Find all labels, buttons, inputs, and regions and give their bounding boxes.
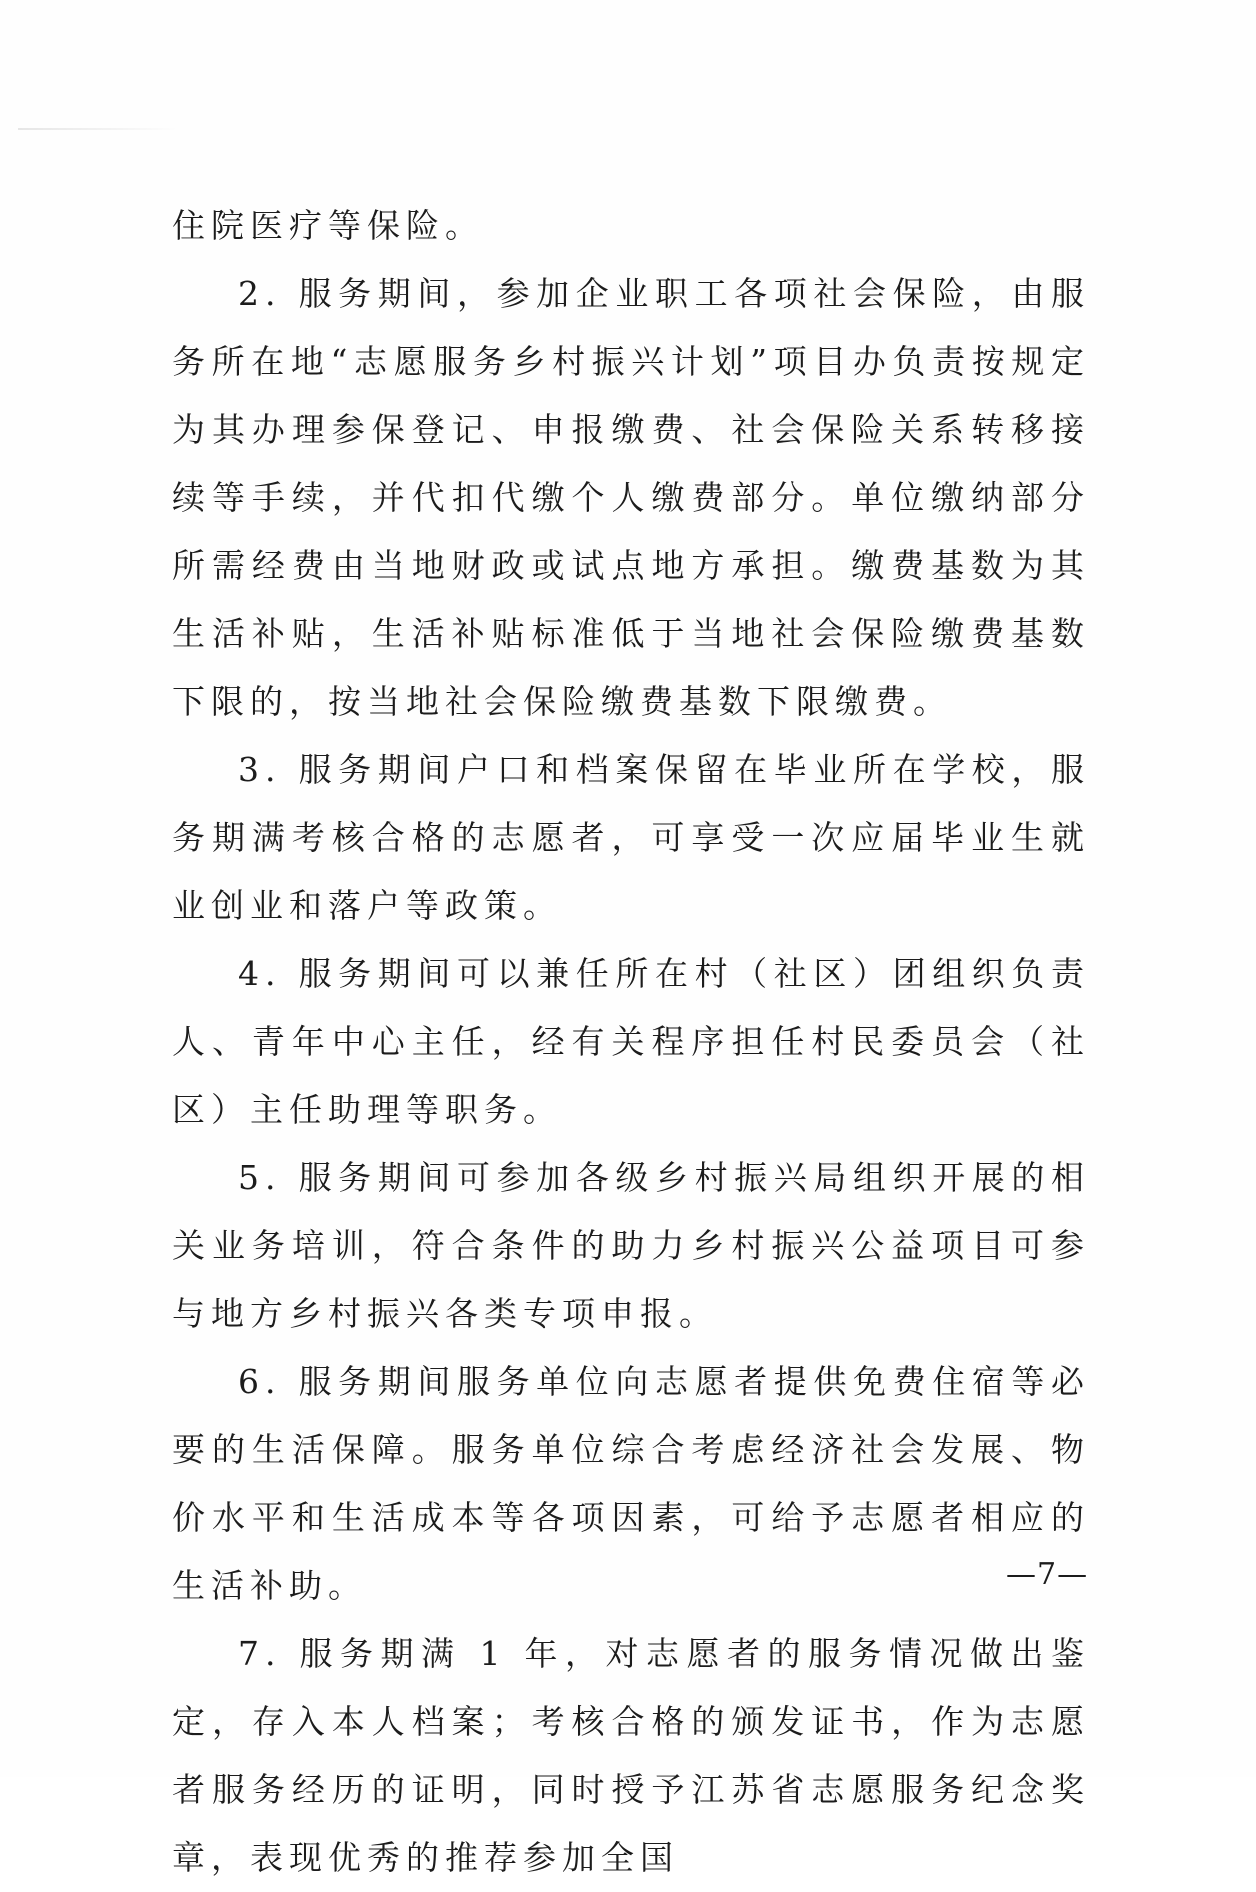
page-number: —7—	[1006, 1557, 1089, 1592]
paragraph-item-3: 3. 服务期间户口和档案保留在毕业所在学校，服务期满考核合格的志愿者，可享受一次应届毕业生就业创业和落户等政策。	[172, 750, 1090, 925]
scan-artifact	[18, 128, 178, 130]
document-body	[172, 192, 1090, 1892]
paragraph-item-6: 6. 服务期间服务单位向志愿者提供免费住宿等必要的生活保障。服务单位综合考虑经济社会发展、物价水平和生活成本等各项因素，可给予志愿者相应的生活补助。	[172, 1362, 1090, 1605]
paragraph-item-5: 5. 服务期间可参加各级乡村振兴局组织开展的相关业务培训，符合条件的助力乡村振兴公益项目可参与地方乡村振兴各类专项申报。	[172, 1158, 1090, 1333]
paragraph-continuation: 住院医疗等保险。	[172, 206, 484, 245]
paragraph-item-4: 4. 服务期间可以兼任所在村（社区）团组织负责人、青年中心主任，经有关程序担任村民委员会（社区）主任助理等职务。	[172, 954, 1090, 1129]
paragraph-item-2: 2. 服务期间，参加企业职工各项社会保险，由服务所在地“志愿服务乡村振兴计划”项目办负责按规定为其办理参保登记、申报缴费、社会保险关系转移接续等手续，并代扣代缴个人缴费部分。单位缴纳部分所需经费由当地财政或试点地方承担。缴费基数为其生活补贴，生活补贴标准低于当地社会保险缴费基数下限的，按当地社会保险缴费基数下限缴费。	[172, 274, 1090, 721]
paragraph-item-7: 7. 服务期满 1 年，对志愿者的服务情况做出鉴定，存入本人档案；考核合格的颁发证书，作为志愿者服务经历的证明，同时授予江苏省志愿服务纪念奖章，表现优秀的推荐参加全国	[172, 1634, 1090, 1877]
